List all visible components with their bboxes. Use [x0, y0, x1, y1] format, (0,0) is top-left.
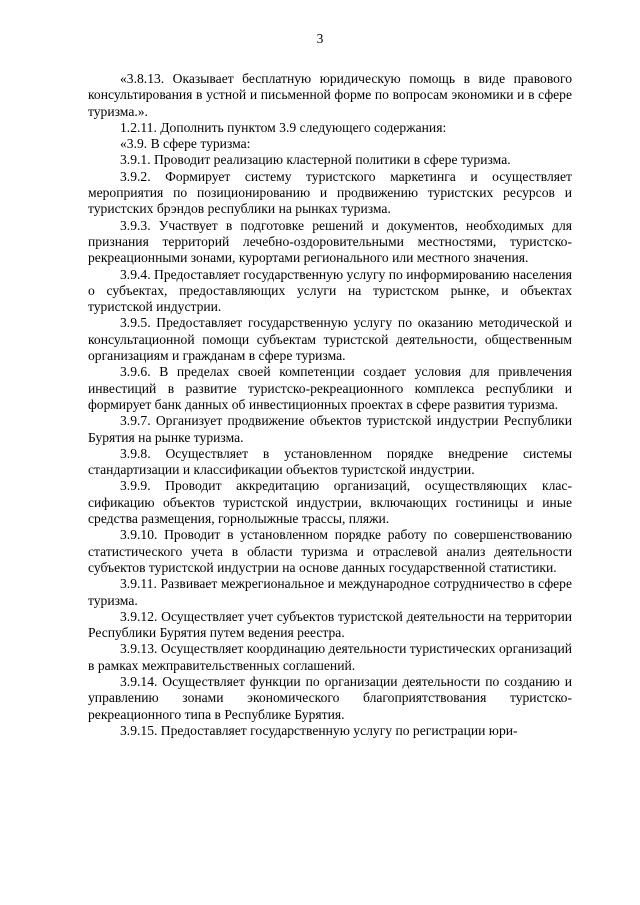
paragraph: 3.9.15. Предоставляет государственную услугу по регистрации юри- — [120, 722, 518, 738]
paragraph: 1.2.11. Дополнить пунктом 3.9 следующего содержания: — [120, 119, 447, 135]
paragraph: «3.8.13. Оказывает бесплатную юридическую помощь в виде правового консультирования в устной и письменной форме по вопросам экономики и в сфере туризма.». — [88, 71, 572, 119]
paragraph: 3.9.7. Организует продвижение объектов туристской индустрии Республики Бурятия на рынке туризма. — [88, 413, 572, 445]
paragraph: «3.9. В сфере туризма: — [120, 136, 251, 152]
paragraph: 3.9.4. Предоставляет государственную услугу по информированию населения о субъектах, предоставляющих услуги на туристском рынке, и объектах туристской индустрии. — [88, 266, 572, 315]
paragraph: 3.9.12. Осуществляет учет субъектов туристской деятельности на территории Республики Бурятия путем ведения реестра. — [88, 608, 572, 641]
paragraph: 3.9.6. В пределах своей компетенции создает условия для привлечения инвестиций в развитие туристско-рекреационного комплекса республики и формирует банк данных об инвестиционных проектах в сфере развития туризма. — [88, 364, 572, 412]
paragraph: 3.9.3. Участвует в подготовке решений и документов, необходимых для признания территорий лечебно-оздоровительными местностями, туристско-рекреационными зонами, курортами регионального или местного значения. — [88, 217, 572, 266]
paragraph: 3.9.8. Осуществляет в установленном порядке внедрение системы стандартизации и классификации объектов туристской индустрии. — [88, 445, 572, 478]
paragraph: 3.9.5. Предоставляет государственную услугу по оказанию методической и консультационной помощи субъектам туристской деятельности, общественным организациям и гражданам в сфере туризма. — [88, 315, 572, 364]
paragraph: 3.9.1. Проводит реализацию кластерной политики в сфере туризма. — [120, 152, 511, 168]
paragraph: 3.9.9. Проводит аккредитацию организаций, осуществляющих классификацию объектов туристской индустрии, включающих гостиницы и иные средства размещения, горнолыжные трассы, пляжи. — [88, 478, 572, 527]
paragraph: 3.9.13. Осуществляет координацию деятельности туристических организаций в рамках межправительственных соглашений. — [88, 641, 572, 673]
paragraph: 3.9.11. Развивает межрегиональное и международное сотрудничество в сфере туризма. — [88, 576, 572, 608]
paragraph: 3.9.10. Проводит в установленном порядке работу по совершенствованию статистического учета в области туризма и отраслевой анализ деятельности субъектов туристской индустрии на основе данных государственной статистики. — [88, 527, 572, 575]
page-number: 3 — [316, 31, 324, 46]
document-body — [88, 71, 572, 739]
paragraph: 3.9.14. Осуществляет функции по организации деятельности по созданию и управлению зонами экономического благоприятствования туристско-рекреационного типа в Республике Бурятия. — [88, 673, 572, 722]
paragraph: 3.9.2. Формирует систему туристского маркетинга и осуществляет мероприятия по позиционированию и продвижению туристских ресурсов и туристских брэндов республики на рынках туризма. — [88, 168, 572, 217]
